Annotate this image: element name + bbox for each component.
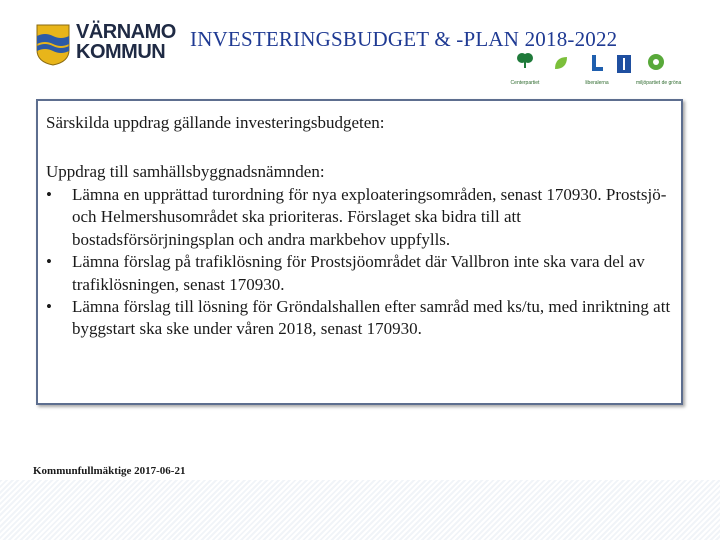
list-item [46, 184, 678, 251]
leaf-icon [552, 54, 570, 72]
party-caption: miljöpartiet de gröna [636, 80, 682, 86]
green-party-logo [546, 52, 576, 86]
dandelion-icon [646, 52, 666, 72]
clover-icon [515, 52, 535, 68]
list-item-text: Lämna förslag på trafiklösning för Prostsjöområdet där Vallbron inte ska vara del av trafiklösningen, senast 170930. [72, 252, 645, 294]
liberalerna-logo [582, 52, 612, 86]
kd-badge-icon [616, 54, 632, 74]
coat-of-arms-icon [36, 24, 70, 66]
logo-line-2: KOMMUN [76, 41, 166, 63]
content-box [36, 99, 683, 405]
list-item [46, 296, 678, 341]
bullet-icon: • [46, 252, 52, 272]
list-item-text: Lämna en upprättad turordning för nya exploateringsområden, senast 170930. Prostsjö- och Helmershusområdet ska prioriteras. Förslaget ska bidra till att bostadsförsörjningsplan och andra markbehov uppfylls. [72, 185, 667, 249]
section-heading: Uppdrag till samhällsbyggnadsnämnden: [46, 162, 325, 181]
list-item [46, 251, 678, 296]
decorative-stripes [0, 480, 720, 540]
kd-logo [614, 52, 634, 86]
logo-text [76, 22, 176, 62]
l-letter-icon [589, 54, 605, 72]
party-logos [508, 52, 682, 86]
centerpartiet-logo [508, 52, 542, 86]
page-title: INVESTERINGSBUDGET & -PLAN 2018-2022 [190, 27, 618, 51]
logo-line-1: VÄRNAMO [76, 21, 176, 43]
varnamo-kommun-logo [36, 20, 186, 72]
party-caption: liberalerna [585, 80, 609, 86]
footer-date: Kommunfullmäktige 2017-06-21 [33, 465, 186, 477]
miljopartiet-logo [636, 52, 682, 86]
list-item-text: Lämna förslag till lösning för Gröndalshallen efter samråd med ks/tu, med inriktning att byggstart ska ske under våren 2018, senast 170930. [72, 297, 671, 339]
assignment-list [46, 184, 678, 341]
bullet-icon: • [46, 185, 52, 204]
box-heading: Särskilda uppdrag gällande investeringsbudgeten: [46, 113, 385, 132]
party-caption: Centerpartiet [510, 80, 540, 86]
bullet-icon: • [46, 297, 52, 317]
